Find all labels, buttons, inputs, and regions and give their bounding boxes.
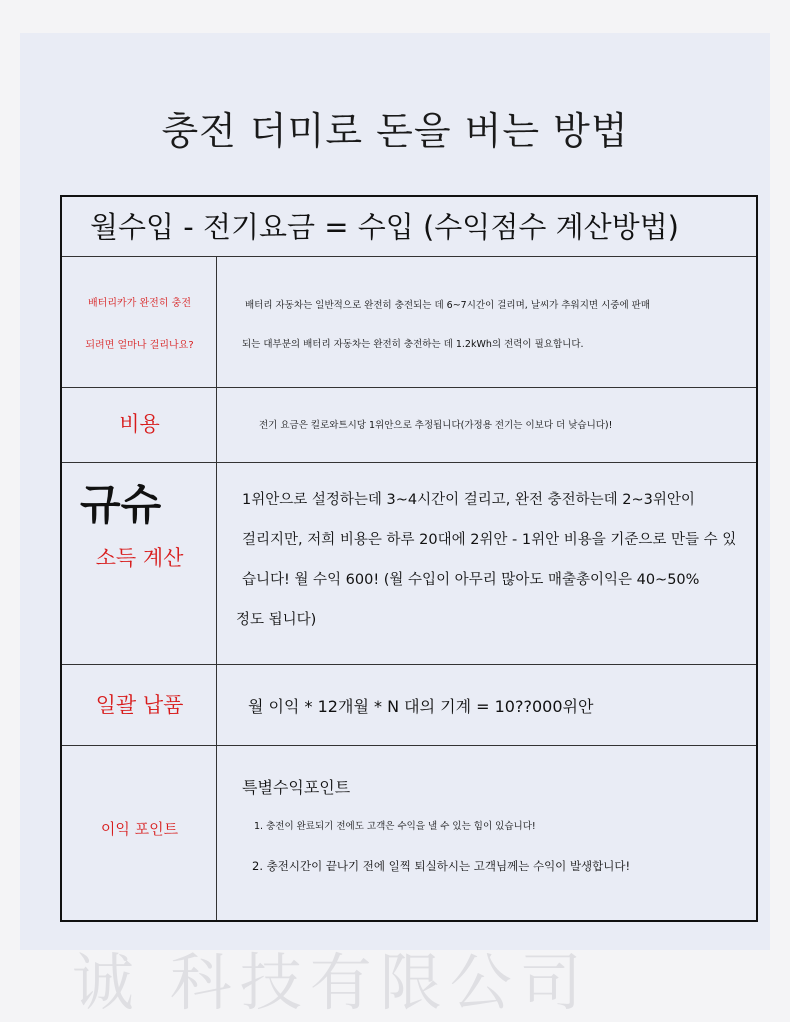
row-content-line: 정도 됩니다) — [236, 612, 317, 628]
row-label-line: 배터리카가 완전히 충전 — [88, 298, 191, 309]
row-label-cell — [62, 746, 217, 920]
info-table — [60, 195, 758, 1019]
table-header-row — [62, 197, 756, 257]
row-content-line: 걸리지만, 저희 비용은 하루 20대에 2위안 - 1위안 비용을 기준으로 만들 수 있 — [242, 532, 737, 548]
row-content: 월 이익 * 12개월 * N 대의 기계 = 10??000위안 — [248, 697, 594, 716]
row-label-cell — [62, 257, 217, 387]
row-label: 이익 포인트 — [100, 820, 179, 838]
row-content-line: 되는 대부분의 배터리 자동차는 완전히 충전하는 데 1.2kWh의 전력이 필요합니다. — [242, 339, 584, 350]
row-label: 소득 계산 — [95, 546, 184, 570]
table-row — [62, 388, 756, 463]
row-content-line: 1위안으로 설정하는데 3~4시간이 걸리고, 완전 충전하는데 2~3위안이 — [242, 492, 695, 508]
row-label-top: 규슈 — [80, 480, 162, 529]
row-label-cell — [62, 665, 217, 745]
table-row — [62, 746, 756, 920]
table-row — [62, 665, 756, 746]
table-row — [62, 257, 756, 388]
row-label: 일괄 납품 — [95, 693, 184, 717]
row-content-line: 배터리 자동차는 일반적으로 완전히 충전되는 데 6~7시간이 걸리며, 날씨가 추워지면 시중에 판매 — [245, 300, 651, 311]
page-title: 충전 더미로 돈을 버는 방법 — [161, 109, 629, 153]
row-label-cell — [62, 463, 217, 664]
row-content: 전기 요금은 킬로와트시당 1위안으로 추정됩니다(가정용 전기는 이보다 더 낮습니다)! — [259, 420, 613, 431]
row-label-line: 되려면 얼마나 걸리나요? — [85, 340, 194, 351]
row-content-title: 특별수익포인트 — [242, 778, 351, 797]
watermark-text: 诚 科技有限公司 — [72, 946, 590, 1019]
row-content-line: 2. 충전시간이 끝나기 전에 일찍 퇴실하시는 고객님께는 수익이 발생합니다! — [252, 859, 631, 873]
row-label-cell — [62, 388, 217, 462]
table-header-text: 월수입 - 전기요금 = 수입 (수익점수 계산방법) — [90, 210, 679, 244]
row-content-line: 1. 충전이 완료되기 전에도 고객은 수익을 낼 수 있는 힘이 있습니다! — [254, 821, 536, 832]
row-content-line: 습니다! 월 수익 600! (월 수입이 아무리 많아도 매출총이익은 40~50% — [242, 572, 700, 588]
row-label: 비용 — [119, 412, 160, 436]
